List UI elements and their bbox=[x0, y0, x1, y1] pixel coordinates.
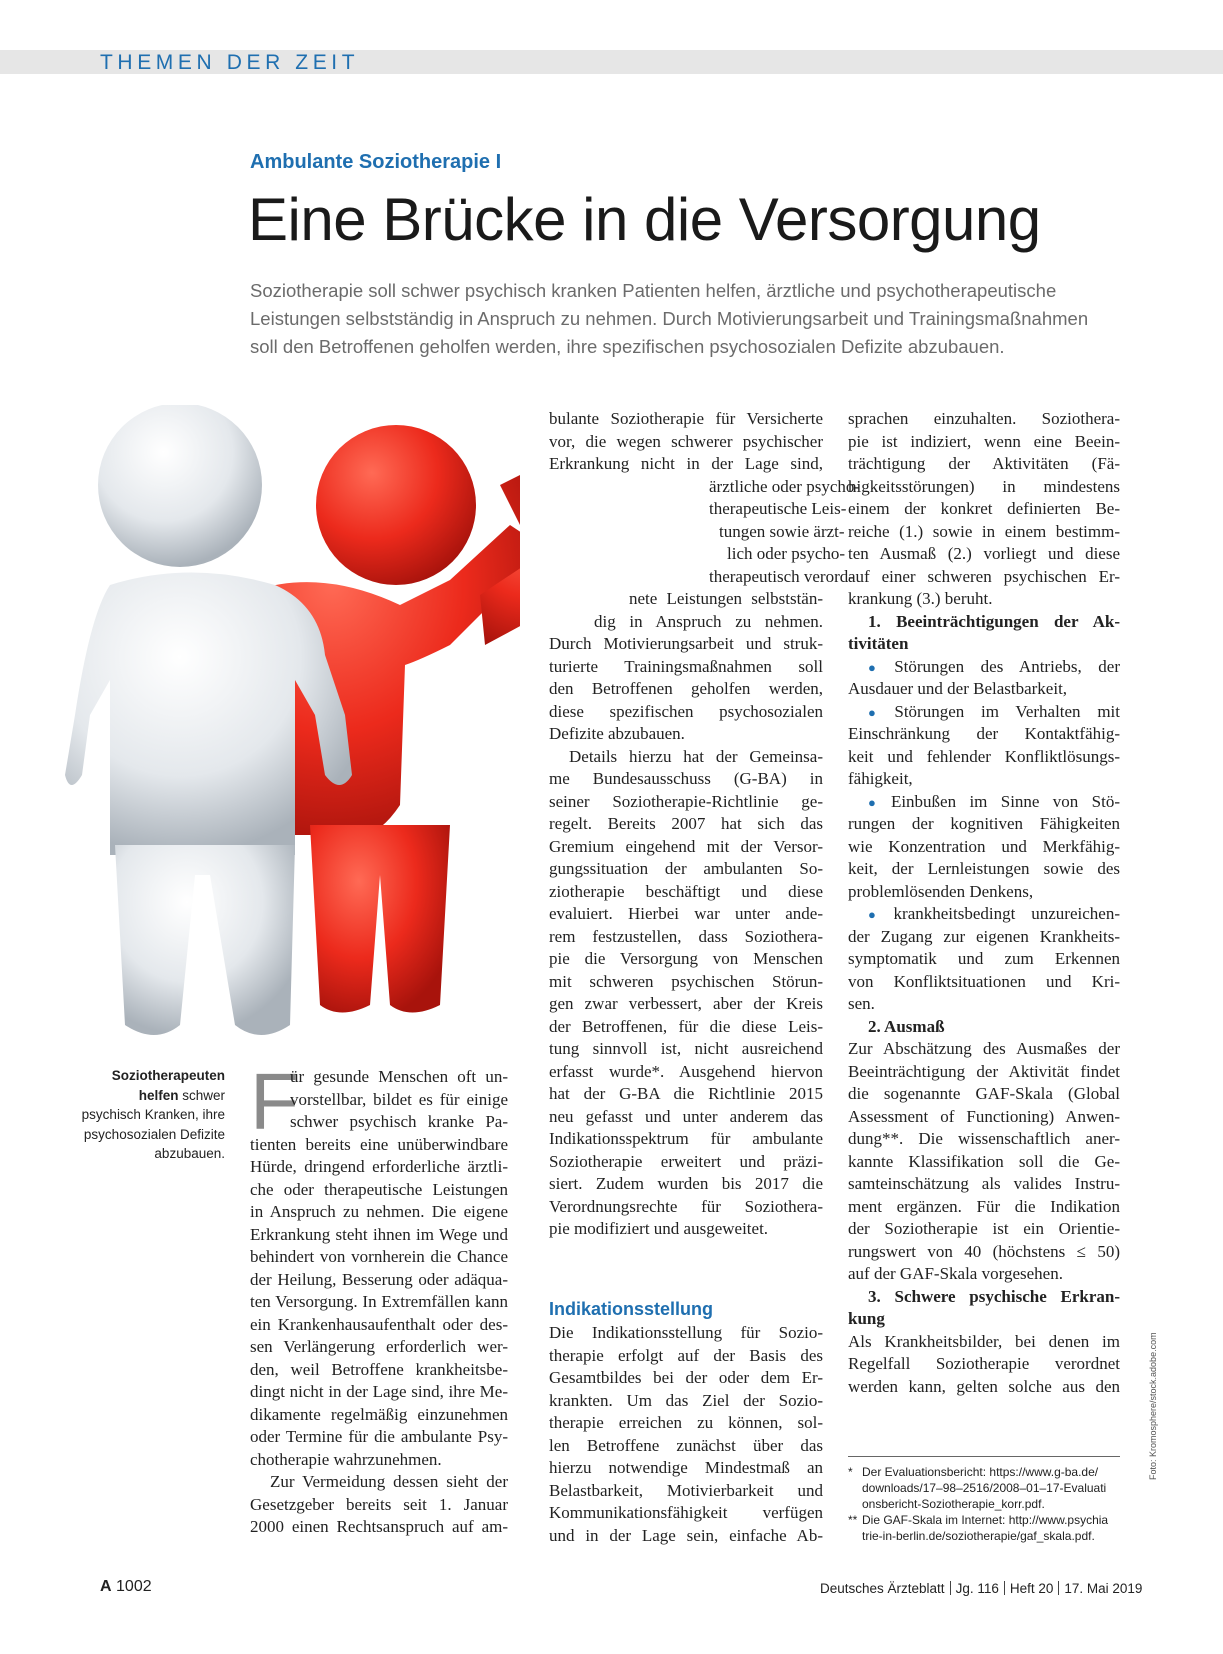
body-line: kannte Klassifikation soll die Ge- bbox=[848, 1151, 1120, 1171]
bullet-icon: ● bbox=[868, 704, 889, 720]
page-title: Eine Brücke in die Versorgung bbox=[248, 186, 1041, 253]
body-line: dig in Anspruch zu nehmen. bbox=[594, 611, 823, 631]
photo-credit: Foto: Kromosphere/stock.adobe.com bbox=[1148, 1332, 1158, 1480]
body-line: sen Verlängerung erforderlich wer- bbox=[250, 1337, 508, 1356]
footnote-text: Der Evaluationsbericht: https://www.g-ba.de/ bbox=[862, 1465, 1099, 1479]
body-line: rem festzustellen, dass Soziothera- bbox=[549, 926, 823, 946]
subhead-indikationsstellung: Indikationsstellung bbox=[549, 1299, 714, 1319]
body-line: Defizite abzubauen. bbox=[549, 724, 685, 743]
body-line: siert. Zudem wurden bis 2017 die bbox=[549, 1174, 823, 1193]
body-line: Die Indikationsstellung für Sozio- bbox=[549, 1323, 823, 1342]
body-line: Belastbarkeit, Motivierbarkeit und bbox=[549, 1480, 823, 1500]
body-line: den, weil Betroffene krankheitsbe- bbox=[250, 1359, 508, 1379]
body-line: tungen sowie ärzt- bbox=[719, 521, 845, 541]
body-line: sprachen einzuhalten. Soziothera- bbox=[848, 409, 1120, 428]
subsection-heading: 2. Ausmaß bbox=[868, 1016, 945, 1036]
body-line: den Betroffenen geholfen werden, bbox=[549, 679, 823, 698]
body-line: einem der konkret definierten Be- bbox=[848, 499, 1120, 518]
subsection-heading: 1. Beeinträchtigungen der Ak- bbox=[868, 611, 1120, 631]
body-line: und in der Lage sein, einfache Ab- bbox=[549, 1525, 823, 1545]
bullet-continuation: fähigkeit, bbox=[848, 769, 913, 788]
body-line: rungswert von 40 (höchstens ≤ 50) bbox=[848, 1241, 1120, 1261]
body-line: Soziotherapie erweitert und präzi- bbox=[549, 1151, 823, 1171]
body-line: Erkrankung steht ihnen im Wege und bbox=[250, 1224, 508, 1244]
body-line: ten Ausmaß (2.) vorliegt und diese bbox=[848, 544, 1120, 563]
bullet-continuation: sen. bbox=[848, 994, 875, 1013]
body-line: dung**. Die wissenschaftlich aner- bbox=[848, 1129, 1120, 1148]
body-line: ten Versorgung. In Extremfällen kann bbox=[250, 1292, 508, 1311]
body-line: therapie erfolgt auf der Basis des bbox=[549, 1345, 823, 1365]
body-line: hierzu notwendige Mindestmaß an bbox=[549, 1458, 823, 1477]
footnote-text: downloads/17–98–2516/2008–01–17-Evaluati bbox=[862, 1481, 1107, 1495]
bullet-text: Einbußen im Sinne von Stö- bbox=[890, 791, 1120, 811]
body-line: dikamente regelmäßig einzunehmen bbox=[250, 1404, 508, 1424]
bullet-continuation: von Konfliktsituationen und Kri- bbox=[848, 971, 1120, 991]
bullet-item bbox=[868, 701, 1120, 724]
body-line: gen zwar verbessert, aber der Kreis bbox=[549, 994, 823, 1013]
body-line: Verordnungsrechte für Soziothera- bbox=[549, 1196, 823, 1216]
footnote-text: onsbericht-Soziotherapie_korr.pdf. bbox=[862, 1497, 1045, 1511]
body-line: in Anspruch zu nehmen. Die eigene bbox=[250, 1202, 508, 1221]
body-line: der Soziotherapie ist ein Orientie- bbox=[848, 1219, 1120, 1238]
bullet-item bbox=[868, 903, 1120, 926]
body-line: der Betroffenen, für die diese Leis- bbox=[549, 1016, 823, 1036]
footnote-mark: * bbox=[848, 1465, 853, 1479]
body-line: auf der GAF-Skala vorgesehen. bbox=[848, 1264, 1063, 1283]
figure-caption bbox=[80, 1066, 225, 1164]
journal-issue: Heft 20 bbox=[1009, 1581, 1054, 1596]
body-line: Zur Abschätzung des Ausmaßes der bbox=[848, 1039, 1120, 1058]
body-line: Durch Motivierungsarbeit und struk- bbox=[549, 634, 823, 653]
body-line: trächtigung der Aktivitäten (Fä- bbox=[848, 454, 1120, 473]
bullet-continuation: Einschränkung der Kontaktfähig- bbox=[848, 724, 1120, 743]
illustration-figures bbox=[60, 405, 520, 1055]
body-line: bulante Soziotherapie für Versicherte bbox=[549, 409, 823, 428]
body-line: len Betroffene zunächst über das bbox=[549, 1435, 823, 1455]
subsection-heading: kung bbox=[848, 1309, 885, 1328]
bullet-text: krankheitsbedingt unzureichen- bbox=[893, 904, 1120, 923]
lead-line: soll den Betroffenen geholfen werden, ihre spezifischen psychosozialen Defizite abzubauen. bbox=[250, 336, 1005, 357]
body-line: krankung (3.) beruht. bbox=[848, 589, 993, 608]
body-line: Als Krankheitsbilder, bei denen im bbox=[848, 1331, 1120, 1351]
body-line: Details hierzu hat der Gemeinsa- bbox=[569, 746, 823, 766]
page-number bbox=[100, 1578, 152, 1596]
body-line: me Bundesausschuss (G-BA) in bbox=[549, 769, 823, 788]
body-line: der Heilung, Besserung oder adäqua- bbox=[250, 1269, 508, 1289]
body-line: ür gesunde Menschen oft un- bbox=[290, 1067, 508, 1086]
body-line: evaluiert. Hierbei war unter ande- bbox=[549, 904, 823, 923]
bullet-continuation: wie Konzentration und Merkfähig- bbox=[848, 836, 1120, 856]
body-line: pie die Versorgung von Menschen bbox=[549, 949, 823, 968]
body-line: diese spezifischen psychosozialen bbox=[549, 701, 823, 721]
body-line: Beeinträchtigung der Aktivität findet bbox=[848, 1061, 1120, 1081]
bullet-icon: ● bbox=[868, 659, 889, 675]
body-line: neu gefasst und unter anderem das bbox=[549, 1106, 823, 1126]
page-prefix: A bbox=[100, 1578, 112, 1595]
kicker: Ambulante Soziotherapie I bbox=[250, 151, 502, 173]
body-line: hat der G-BA die Richtlinie 2015 bbox=[549, 1084, 823, 1103]
body-line: schwer psychisch kranke Pa- bbox=[290, 1112, 508, 1131]
bullet-icon: ● bbox=[868, 794, 885, 810]
footnote-mark: ** bbox=[848, 1513, 858, 1527]
body-line: Erkrankung nicht in der Lage sind, bbox=[549, 454, 823, 473]
body-line: Indikationsspektrum für ambulante bbox=[549, 1129, 823, 1148]
subsection-heading: tivitäten bbox=[848, 634, 909, 653]
body-line: chotherapie wahrzunehmen. bbox=[250, 1449, 442, 1469]
body-line: Gremium eingehend mit der Versor- bbox=[549, 836, 823, 856]
subsection-heading: 3. Schwere psychische Erkran- bbox=[868, 1286, 1120, 1306]
caption-bold: Soziotherapeuten helfen bbox=[111, 1068, 225, 1103]
body-line: seiner Soziotherapie-Richtlinie ge- bbox=[549, 791, 823, 811]
lead-line: Soziotherapie soll schwer psychisch kranken Patienten helfen, ärztliche und psychotherapeutische bbox=[250, 280, 1057, 301]
body-line: reiche (1.) sowie in einem bestimm- bbox=[848, 521, 1120, 541]
body-line: Assessment of Functioning) Anwen- bbox=[848, 1106, 1120, 1126]
body-line: die sogenannte GAF-Skala (Global bbox=[848, 1084, 1120, 1103]
body-line: vor, die wegen schwerer psychischer bbox=[549, 431, 823, 451]
bullet-continuation: problemlösenden Denkens, bbox=[848, 881, 1034, 901]
lead-line: Leistungen selbstständig in Anspruch zu nehmen. Durch Motivierungsarbeit und Trainingsmaßnahmen bbox=[250, 308, 1089, 329]
body-line: Gesetzgeber bereits seit 1. Januar bbox=[250, 1494, 508, 1514]
caption-text: schwer psychisch Kranken, ihre psychosozialen Defizite abzubauen. bbox=[81, 1087, 225, 1161]
body-line: che oder therapeutische Leistungen bbox=[250, 1179, 508, 1199]
body-line: vorstellbar, bildet es für einige bbox=[290, 1089, 508, 1109]
body-line: pie modifiziert und ausgeweitet. bbox=[549, 1219, 769, 1238]
body-line: regelt. Bereits 2007 hat sich das bbox=[549, 814, 823, 833]
body-line: nete Leistungen selbststän- bbox=[629, 589, 823, 608]
bullet-icon: ● bbox=[868, 907, 888, 922]
body-line: samteinschätzung als valides Instru- bbox=[848, 1174, 1120, 1193]
bullet-item bbox=[868, 791, 1120, 814]
body-line: Regelfall Soziotherapie verordnet bbox=[848, 1354, 1120, 1373]
body-line: higkeitsstörungen) in mindestens bbox=[848, 476, 1120, 496]
journal-date: 17. Mai 2019 bbox=[1064, 1581, 1143, 1596]
journal-volume: Jg. 116 bbox=[955, 1581, 999, 1596]
bullet-text: Störungen des Antriebs, der bbox=[894, 656, 1121, 676]
section-label: THEMEN DER ZEIT bbox=[100, 51, 360, 74]
drop-cap: F bbox=[250, 1057, 299, 1146]
body-line: werden kann, gelten solche aus den bbox=[848, 1376, 1120, 1396]
bullet-text: Störungen im Verhalten mit bbox=[894, 701, 1120, 721]
body-line: ment ergänzen. Für die Indikation bbox=[848, 1196, 1120, 1216]
bullet-continuation: symptomatik und zum Erkennen bbox=[848, 949, 1120, 968]
body-line: turierte Trainingsmaßnahmen soll bbox=[549, 656, 823, 676]
body-line: Zur Vermeidung dessen sieht der bbox=[270, 1472, 508, 1491]
body-line: ein Krankenhausaufenthalt oder des- bbox=[250, 1314, 508, 1334]
footnote-text: Die GAF-Skala im Internet: http://www.psychia bbox=[862, 1513, 1109, 1527]
body-line: behindert von vornherein die Chance bbox=[250, 1247, 508, 1266]
body-line: lich oder psycho- bbox=[727, 544, 846, 563]
footnote-rule bbox=[848, 1456, 1120, 1457]
body-line: dingt nicht in der Lage sind, ihre Me- bbox=[250, 1382, 508, 1401]
bullet-continuation: der Zugang zur eigenen Krankheits- bbox=[848, 926, 1120, 946]
journal-name: Deutsches Ärzteblatt bbox=[820, 1581, 945, 1596]
body-line: therapie erreichen zu können, sol- bbox=[549, 1413, 823, 1432]
body-line: Kommunikationsfähigkeit verfügen bbox=[549, 1503, 823, 1522]
journal-info bbox=[820, 1581, 1142, 1596]
body-line: ziotherapie beschäftigt und diese bbox=[549, 881, 823, 901]
body-line: therapeutische Leis- bbox=[709, 499, 847, 518]
body-line: tienten bereits eine unüberwindbare bbox=[250, 1134, 508, 1154]
footnote-text: trie-in-berlin.de/soziotherapie/gaf_skala.pdf. bbox=[862, 1529, 1095, 1543]
bullet-continuation: keit und fehlender Konfliktlösungs- bbox=[848, 746, 1120, 766]
bullet-continuation: Ausdauer und der Belastbarkeit, bbox=[848, 679, 1068, 698]
bullet-continuation: rungen der kognitiven Fähigkeiten bbox=[848, 814, 1120, 833]
body-line: auf einer schweren psychischen Er- bbox=[848, 566, 1120, 586]
bullet-item bbox=[868, 656, 1120, 679]
body-line: therapeutisch verord- bbox=[709, 566, 854, 586]
body-line: krankten. Um das Ziel der Sozio- bbox=[549, 1390, 823, 1410]
body-line: mit schweren psychischen Störun- bbox=[549, 971, 823, 991]
body-line: pie ist indiziert, wenn eine Beein- bbox=[848, 431, 1120, 451]
body-line: oder Termine für die ambulante Psy- bbox=[250, 1427, 508, 1446]
body-line: tung sinnvoll ist, nicht ausreichend bbox=[549, 1039, 823, 1058]
body-line: Hürde, dringend erforderliche ärztli- bbox=[250, 1157, 508, 1176]
body-line: Gesamtbildes bei der oder dem Er- bbox=[549, 1368, 823, 1387]
lead-paragraph bbox=[250, 277, 1130, 361]
body-line: erfasst wurde*. Ausgehend hiervon bbox=[549, 1061, 823, 1081]
body-line: 2000 einen Rechtsanspruch auf am- bbox=[250, 1517, 508, 1536]
page-number-value: 1002 bbox=[116, 1578, 152, 1595]
body-line: ärztliche oder psycho- bbox=[709, 476, 861, 496]
bullet-continuation: keit, der Lernleistungen sowie des bbox=[848, 859, 1120, 878]
body-line: gungssituation der ambulanten So- bbox=[549, 859, 823, 878]
